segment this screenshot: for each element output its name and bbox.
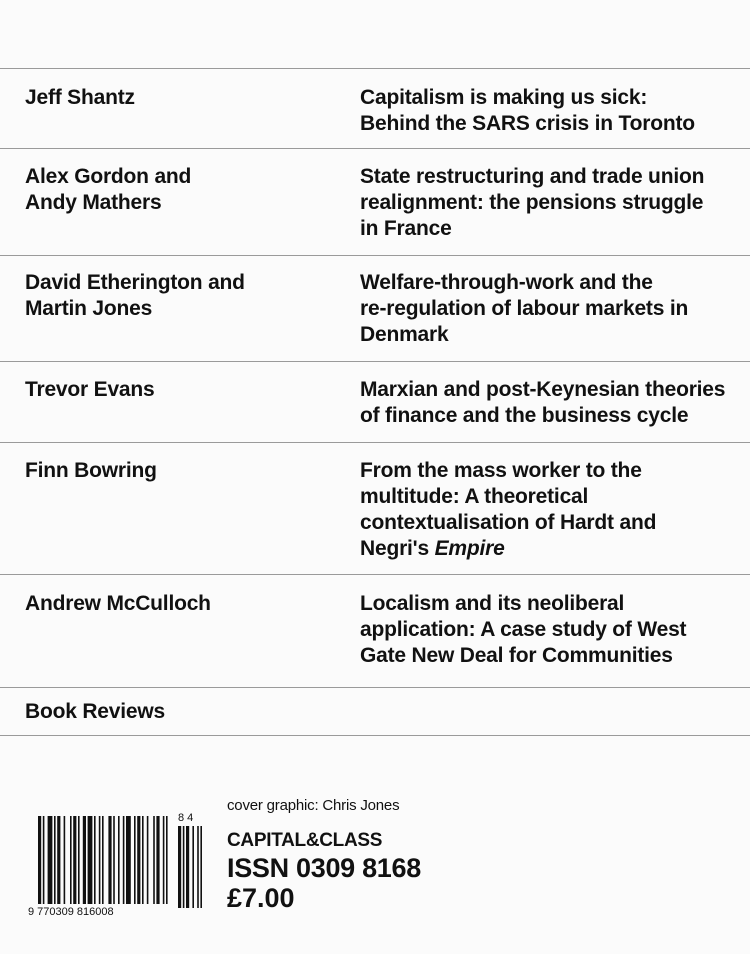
title-line: Capitalism is making us sick: xyxy=(360,86,648,109)
article-author xyxy=(25,270,325,322)
article-title xyxy=(360,377,745,429)
title-line xyxy=(360,536,745,562)
author-line: Martin Jones xyxy=(25,297,153,320)
title-line: re-regulation of labour markets in xyxy=(360,297,689,320)
article-title xyxy=(360,270,745,348)
author-line: Jeff Shantz xyxy=(25,86,135,109)
title-line: in France xyxy=(360,217,452,240)
article-author xyxy=(25,377,325,403)
divider xyxy=(0,574,750,575)
author-line: Finn Bowring xyxy=(25,459,157,482)
title-line-text: Negri's xyxy=(360,537,429,560)
author-line: David Etherington and xyxy=(25,271,245,294)
divider xyxy=(0,68,750,69)
barcode-icon xyxy=(28,810,218,920)
title-line: realignment: the pensions struggle xyxy=(360,191,704,214)
title-line: Behind the SARS crisis in Toronto xyxy=(360,112,695,135)
title-line: Denmark xyxy=(360,323,449,346)
article-title xyxy=(360,591,745,669)
title-line: Marxian and post-Keynesian theories xyxy=(360,378,726,401)
divider xyxy=(0,442,750,443)
divider xyxy=(0,255,750,256)
issn: ISSN 0309 8168 xyxy=(227,853,421,883)
author-line: Andrew McCulloch xyxy=(25,592,211,615)
article-author xyxy=(25,591,325,617)
author-line: Andy Mathers xyxy=(25,191,162,214)
title-line: State restructuring and trade union xyxy=(360,165,705,188)
title-line: From the mass worker to the xyxy=(360,459,642,482)
divider xyxy=(0,735,750,736)
article-title xyxy=(360,458,745,562)
divider xyxy=(0,687,750,688)
title-line: application: A case study of West xyxy=(360,618,687,641)
article-author xyxy=(25,458,325,484)
cover-credit: cover graphic: Chris Jones xyxy=(227,797,400,814)
title-line: Welfare-through-work and the xyxy=(360,271,653,294)
article-author xyxy=(25,164,325,216)
author-line: Trevor Evans xyxy=(25,378,155,401)
title-line: of finance and the business cycle xyxy=(360,404,689,427)
title-line: Localism and its neoliberal xyxy=(360,592,625,615)
journal-name: CAPITAL&CLASS xyxy=(227,830,383,851)
title-line: multitude: A theoretical xyxy=(360,485,589,508)
article-title xyxy=(360,85,745,137)
divider xyxy=(0,148,750,149)
author-line: Alex Gordon and xyxy=(25,165,192,188)
price: £7.00 xyxy=(227,883,295,913)
barcode-addon: 8 4 xyxy=(178,812,194,824)
title-line: Gate New Deal for Communities xyxy=(360,644,673,667)
barcode-number: 9 770309 816008 xyxy=(28,906,114,918)
divider xyxy=(0,361,750,362)
book-reviews-heading: Book Reviews xyxy=(25,700,165,723)
article-author xyxy=(25,85,325,111)
article-title xyxy=(360,164,745,242)
title-line: contextualisation of Hardt and xyxy=(360,511,657,534)
title-italic: Empire xyxy=(434,537,505,560)
